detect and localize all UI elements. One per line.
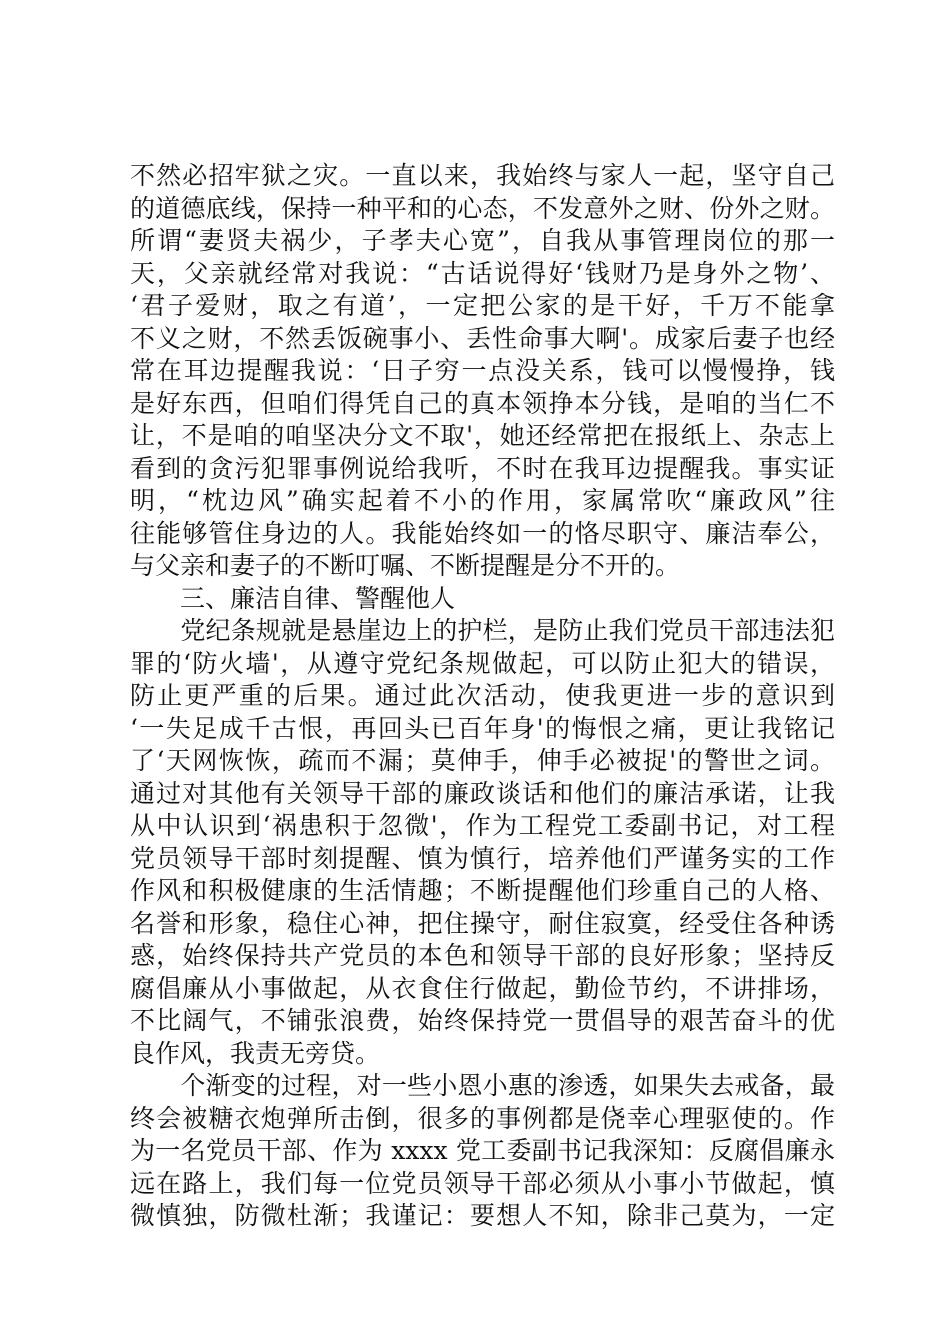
text-line: 往能够管住身边的人。我能始终如一的恪尽职守、廉洁奉公，	[130, 518, 835, 548]
text-line: 通过对其他有关领导干部的廉政谈话和他们的廉洁承诺，让我	[130, 778, 835, 808]
text-line: 党纪条规就是悬崖边上的护栏，是防止我们党员干部违法犯	[130, 616, 835, 645]
body-text	[130, 160, 835, 1233]
text-line: 防止更严重的后果。通过此次活动，使我更进一步的意识到	[130, 681, 835, 710]
text-line: 看到的贪污犯罪事例说给我听，不时在我耳边提醒我。事实证	[130, 453, 835, 483]
text-line: 常在耳边提醒我说：‘日子穷一点没关系，钱可以慢慢挣，钱	[130, 356, 835, 385]
text-line: 不然必招牢狱之灾。一直以来，我始终与家人一起，坚守自己	[130, 161, 835, 190]
text-line: 党员领导干部时刻提醒、慎为慎行，培养他们严谨务实的工作	[130, 843, 835, 873]
text-line: 远在路上，我们每一位党员领导干部必须从小事小节做起，慎	[130, 1168, 835, 1198]
text-line: 让，不是咱的咱坚决分文不取'，她还经常把在报纸上、杂志上	[130, 421, 835, 450]
section-heading: 三、廉洁自律、警醒他人	[130, 583, 456, 613]
text-line: 惑，始终保持共产党员的本色和领导干部的良好形象；坚持反	[130, 941, 835, 970]
text-line: 为一名党员干部、作为 xxxx 党工委副书记我深知：反腐倡廉永	[130, 1136, 835, 1165]
text-line: 腐倡廉从小事做起，从衣食住行做起，勤俭节约，不讲排场，	[130, 973, 835, 1003]
text-line: 不义之财，不然丢饭碗事小、丢性命事大啊'。成家后妻子也经	[130, 323, 835, 353]
text-line: 从中认识到‘祸患积于忽微'，作为工程党工委副书记，对工程	[130, 811, 835, 840]
text-line: 了‘天网恢恢，疏而不漏；莫伸手，伸手必被捉'的警世之词。	[130, 746, 835, 775]
text-line: ‘君子爱财，取之有道’，一定把公家的是干好，千万不能拿	[130, 291, 835, 320]
text-line: 罪的‘防火墙'，从遵守党纪条规做起，可以防止犯大的错误，	[130, 648, 835, 678]
text-line: 与父亲和妻子的不断叮嘱、不断提醒是分不开的。	[130, 551, 681, 580]
text-line: 作风和积极健康的生活情趣；不断提醒他们珍重自己的人格、	[130, 876, 835, 905]
text-line: 个渐变的过程，对一些小恩小惠的渗透，如果失去戒备，最	[130, 1071, 835, 1100]
text-line: 所谓“妻贤夫祸少，子孝夫心宽”，自我从事管理岗位的那一	[130, 226, 835, 255]
text-line: 是好东西，但咱们得凭自己的真本领挣本分钱，是咱的当仁不	[130, 388, 835, 418]
text-line: 终会被糖衣炮弹所击倒，很多的事例都是侥幸心理驱使的。作	[130, 1103, 835, 1133]
text-line: 名誉和形象，稳住心神，把住操守，耐住寂寞，经受住各种诱	[130, 908, 835, 938]
text-line: 良作风，我责无旁贷。	[130, 1038, 381, 1068]
text-line: ‘一失足成千古恨，再回头已百年身'的悔恨之痛，更让我铭记	[130, 713, 835, 743]
text-line: 明，“枕边风”确实起着不小的作用，家属常吹“廉政风”往	[130, 486, 835, 515]
text-line: 微慎独，防微杜渐；我谨记：要想人不知，除非己莫为，一定	[130, 1201, 835, 1230]
text-line: 的道德底线，保持一种平和的心态，不发意外之财、份外之财。	[130, 193, 835, 223]
text-line: 不比阔气，不铺张浪费，始终保持党一贯倡导的艰苦奋斗的优	[130, 1006, 835, 1035]
text-line: 天，父亲就经常对我说：“古话说得好‘钱财乃是身外之物’、	[130, 258, 835, 288]
